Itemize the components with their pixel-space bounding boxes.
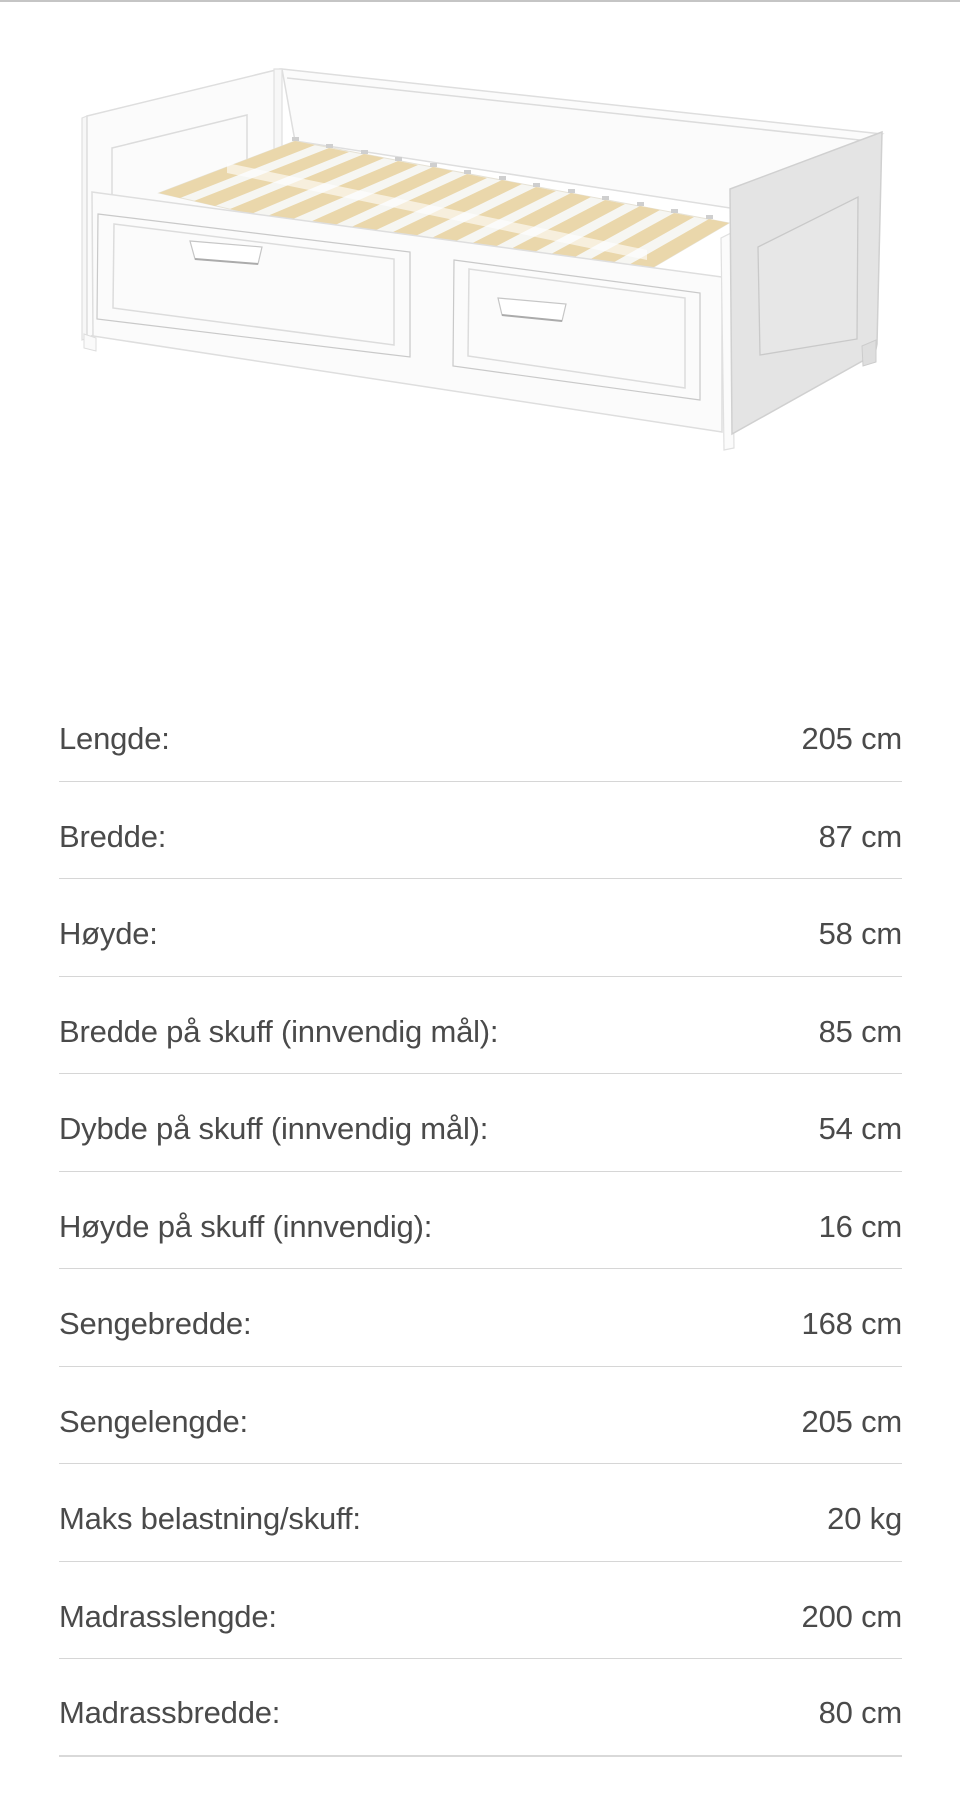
spec-label: Madrassbredde:: [59, 1695, 281, 1731]
spec-row: [59, 1269, 902, 1367]
spec-row: [59, 1172, 902, 1270]
spec-row: [59, 1464, 902, 1562]
spec-label: Dybde på skuff (innvendig mål):: [59, 1111, 489, 1147]
spec-label: Bredde:: [59, 818, 167, 854]
measurements-table: [59, 684, 902, 1757]
product-image-section: [0, 2, 960, 684]
spec-label: Sengebredde:: [59, 1306, 252, 1342]
spec-row: [59, 1659, 902, 1757]
spec-value: 54 cm: [818, 1111, 902, 1147]
spec-label: Lengde:: [59, 721, 170, 757]
spec-value: 16 cm: [818, 1208, 902, 1244]
daybed-illustration: [40, 48, 900, 472]
spec-label: Høyde:: [59, 916, 158, 952]
spec-value: 87 cm: [818, 818, 902, 854]
spec-row: [59, 1074, 902, 1172]
spec-row: [59, 684, 902, 782]
spec-value: 205 cm: [801, 721, 902, 757]
spec-value: 80 cm: [818, 1695, 902, 1731]
spec-value: 85 cm: [818, 1013, 902, 1049]
spec-row: [59, 782, 902, 880]
spec-value: 168 cm: [801, 1306, 902, 1342]
spec-label: Sengelengde:: [59, 1403, 248, 1439]
spec-label: Bredde på skuff (innvendig mål):: [59, 1013, 499, 1049]
spec-label: Høyde på skuff (innvendig):: [59, 1208, 433, 1244]
spec-row: [59, 879, 902, 977]
spec-label: Maks belastning/skuff:: [59, 1501, 361, 1537]
spec-row: [59, 977, 902, 1075]
spec-row: [59, 1367, 902, 1465]
spec-row: [59, 1562, 902, 1660]
spec-value: 58 cm: [818, 916, 902, 952]
spec-value: 205 cm: [801, 1403, 902, 1439]
spec-value: 200 cm: [801, 1598, 902, 1634]
spec-value: 20 kg: [827, 1501, 902, 1537]
spec-label: Madrasslengde:: [59, 1598, 277, 1634]
